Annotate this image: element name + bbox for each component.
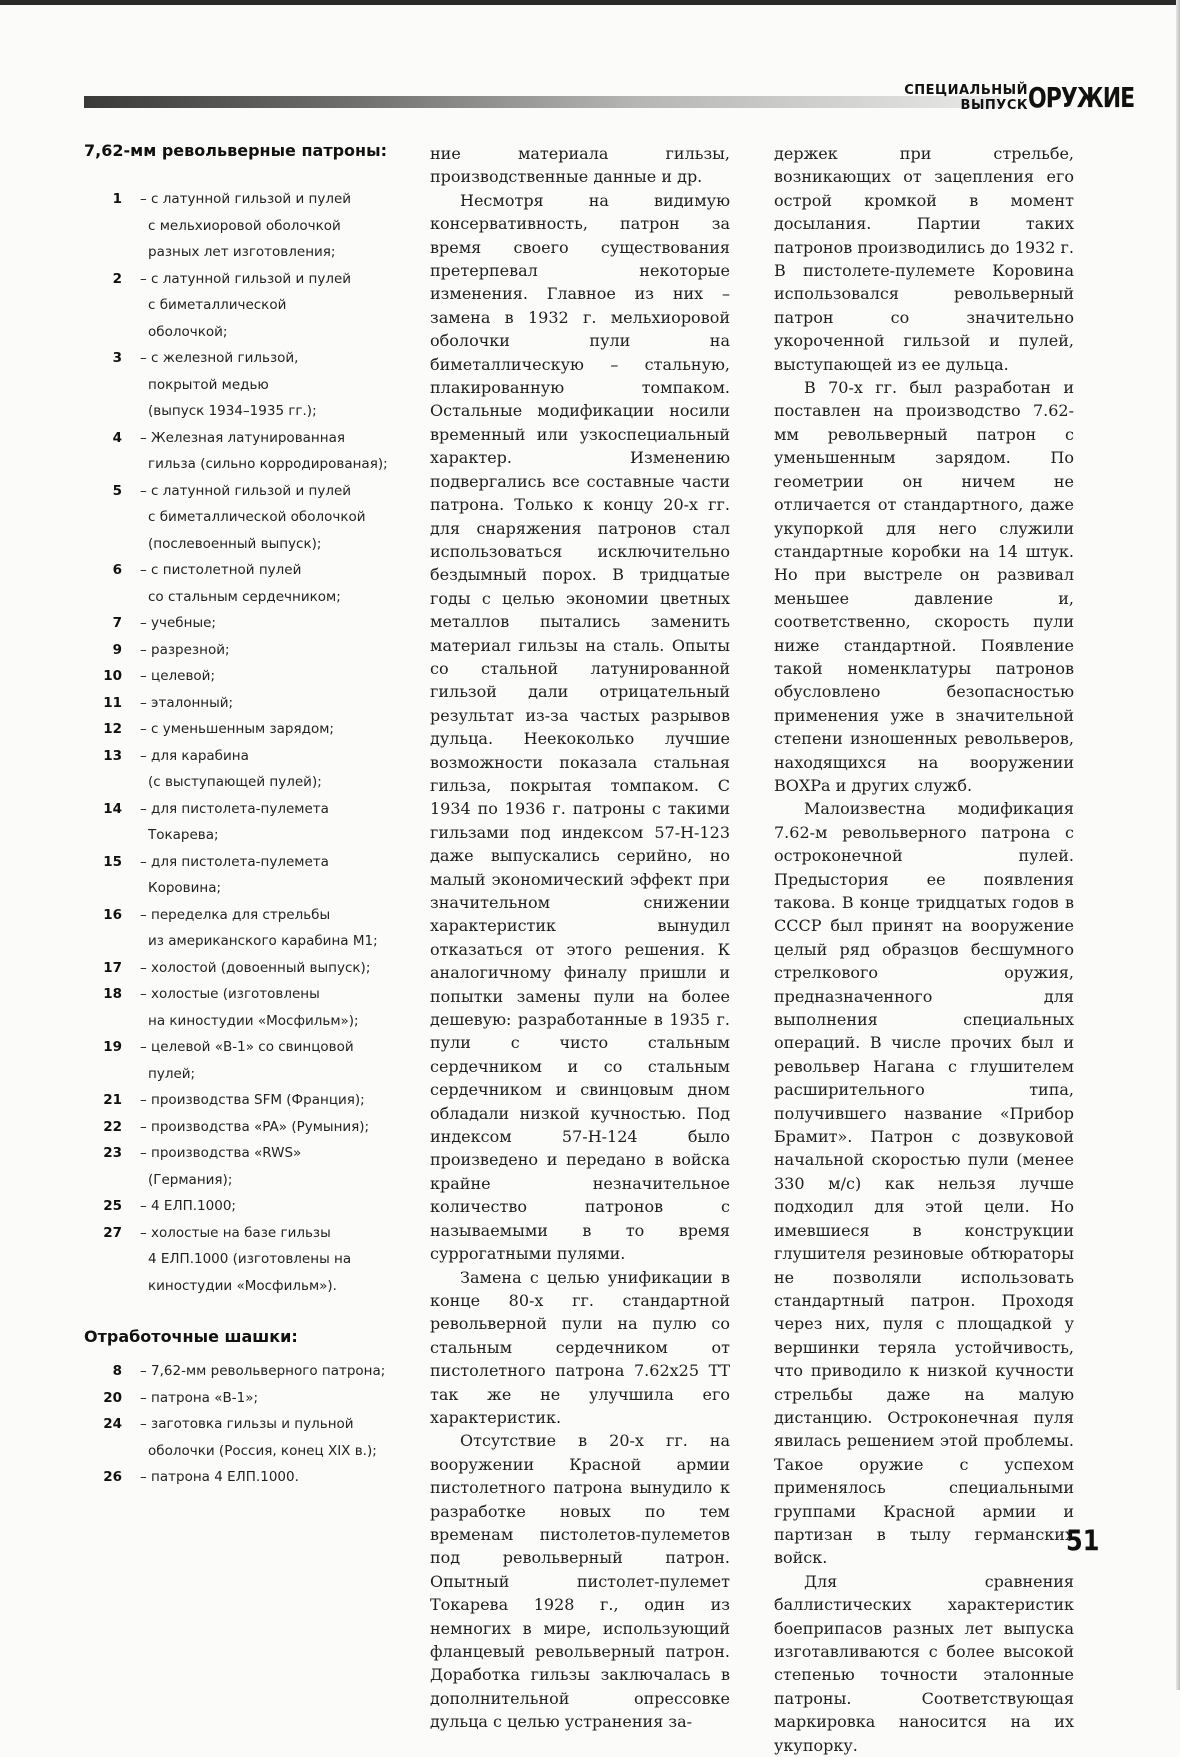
header-line-1: СПЕЦИАЛЬНЫЙ xyxy=(904,83,1028,98)
legend-item-number: 2 xyxy=(112,270,122,287)
legend-title-2: Отработочные шашки: xyxy=(84,1327,298,1346)
legend-item xyxy=(84,796,414,849)
legend-item-text: – производства SFM (Франция); xyxy=(140,1092,365,1108)
scan-top-edge xyxy=(0,0,1180,5)
legend-item xyxy=(84,1411,414,1464)
legend-item-text: с биметаллической xyxy=(148,297,287,313)
legend-item xyxy=(84,557,414,610)
legend-item-text: – с латунной гильзой и пулей xyxy=(140,482,352,499)
legend-item-text: – Железная латунированная xyxy=(140,429,345,446)
legend-item-text: Токарева; xyxy=(148,827,219,843)
legend-item-number: 20 xyxy=(103,1389,122,1406)
legend-item-text: – заготовка гильзы и пульной xyxy=(140,1416,354,1432)
legend-item-number: 9 xyxy=(112,641,122,658)
legend-list xyxy=(84,186,414,1299)
article-column-3 xyxy=(774,142,1074,1757)
legend-item xyxy=(84,1193,414,1220)
legend-item-text: (с выступающей пулей); xyxy=(148,774,322,790)
legend-item xyxy=(84,849,414,902)
legend-item-text: (послевоенный выпуск); xyxy=(148,535,322,552)
legend-item xyxy=(84,1114,414,1141)
legend-item-number: 3 xyxy=(112,350,122,366)
legend-item-number: 11 xyxy=(103,694,122,711)
legend-item-number: 5 xyxy=(112,482,122,499)
article-column-2 xyxy=(430,142,730,1734)
legend-item xyxy=(84,1464,414,1491)
legend-item-number: 15 xyxy=(103,853,122,870)
legend-item-text: – переделка для стрельбы xyxy=(140,906,331,923)
legend-item-number: 12 xyxy=(103,721,122,737)
legend-item xyxy=(84,345,414,425)
legend-item xyxy=(84,716,414,743)
legend-item-number: 18 xyxy=(103,986,122,1002)
legend-item xyxy=(84,610,414,637)
magazine-logo xyxy=(1028,82,1135,117)
legend-item-number: 19 xyxy=(103,1039,122,1055)
legend-item-number: 4 xyxy=(112,429,122,446)
legend-item-text: – разрезной; xyxy=(140,641,230,658)
legend-item xyxy=(84,478,414,558)
legend-item-number: 17 xyxy=(103,959,122,976)
legend-item-text: – эталонный; xyxy=(140,694,234,711)
legend-item-text: – производства «RWS» xyxy=(140,1145,302,1161)
legend-item-number: 10 xyxy=(103,668,122,684)
legend-item-text: – холостые на базе гильзы xyxy=(140,1224,331,1241)
legend-item-number: 1 xyxy=(112,191,122,207)
legend-item-number: 25 xyxy=(103,1198,122,1214)
legend-item xyxy=(84,1220,414,1300)
legend-item-text: – целевой «В-1» со свинцовой xyxy=(140,1039,354,1055)
legend-item-number: 21 xyxy=(103,1092,122,1108)
legend-item-text: – патрона «В-1»; xyxy=(140,1389,259,1406)
legend-item-text: – с латунной гильзой и пулей xyxy=(140,191,352,207)
legend-item-number: 24 xyxy=(103,1416,122,1432)
legend-item-text: оболочки (Россия, конец XIX в.); xyxy=(148,1442,377,1459)
legend-item xyxy=(84,743,414,796)
legend-list-2 xyxy=(84,1358,414,1491)
header-line-2: ВЫПУСК xyxy=(960,98,1028,113)
legend-item-text: – учебные; xyxy=(140,615,216,631)
paragraph: Несмотря на видимую консервативность, патрон за время своего существования претерпевал некоторые изменения. Главное из них – замена в 1932 г. мельхиоровой оболочки пули на биметаллическую – стальную, плакированную томпаком. Остальные модификации носили временный или узкоспециальный характер. Изменению подвергались все составные части патрона. Только к концу 20-х гг. для снаряжения патронов стал использоваться исключительно бездымный порох. В тридцатые годы с целью экономии цветных металлов пытались заменить материал гильзы на сталь. Опыты со стальной латунированной гильзой дали отрицательный результат из-за частых разрывов дульца. Неекоколько лучшие возможности показала стальная гильза, покрытая томпаком. С 1934 по 1936 г. патроны с такими гильзами под индексом 57-Н-123 даже выпускались серийно, но малый экономический эффект при значительном снижении характеристик вынудил отказаться от этого решения. К аналогичному финалу пришли и попытки замены пули на более дешевую: разработанные в 1935 г. пули с чисто стальным сердечником и со стальным сердечником и свинцовым дном обладали низкой кучностью. Под индексом 57-Н-124 было произведено и передано в войска крайне незначительное количество патронов с называемыми в то время суррогатными пулями. xyxy=(430,190,730,1264)
legend-item xyxy=(84,1034,414,1087)
legend-item-text: (Германия); xyxy=(148,1171,233,1188)
legend-item xyxy=(84,1385,414,1412)
legend-item-number: 16 xyxy=(103,906,122,923)
legend-item-text: – с латунной гильзой и пулей xyxy=(140,270,352,287)
legend-item-text: пулей; xyxy=(148,1065,196,1082)
paragraph: Малоизвестна модификация 7.62-м револьверного патрона с остроконечной пулей. Предыстория ее появления такова. В конце тридцатых годов в СССР был принят на вооружение целый ряд образцов бесшумного стрелкового оружия, предназначенного для выполнения специальных операций. В числе прочих был и револьвер Нагана с глушителем расширительного типа, получившего название «Прибор Брамит». Патрон с дозвуковой начальной скоростью пули (менее 330 м/с) как нельзя лучше подходил для этой цели. Но имевшиеся в конструкции глушителя резиновые обтюраторы не позволяли использовать стандартный патрон. Проходя через них, пуля с площадкой у вершинки теряла устойчивость, что приводило к низкой кучности стрельбы даже на малую дистанцию. Остроконечная пуля явилась решением этой проблемы. Такое оружие с успехом применялось специальными группами Красной армии и партизан в тылу германских войск. xyxy=(774,799,1074,1568)
legend-item-number: 6 xyxy=(112,562,122,578)
legend-item xyxy=(84,981,414,1034)
header-title xyxy=(904,83,1028,113)
legend-item xyxy=(84,1140,414,1193)
legend-item xyxy=(84,663,414,690)
header-gradient-bar xyxy=(84,96,1000,108)
legend-item-number: 23 xyxy=(103,1145,122,1161)
legend-title: 7,62-мм револьверные патроны: xyxy=(84,141,387,160)
legend-item-text: на киностудии «Мосфильм»); xyxy=(148,1012,359,1029)
scan-right-edge xyxy=(1176,0,1180,1690)
legend-item-text: гильза (сильно корродированая); xyxy=(148,456,388,472)
paragraph: В 70-х гг. был разработан и поставлен на производство 7.62-мм револьверный патрон с уменьшенным зарядом. По геометрии он ничем не отличается от стандартного, даже укупоркой для него служили стандартные коробки на 14 штук. Но при выстреле он развивал меньшее давление и, соответственно, скорость пули ниже стандартной. Появление такой номенклатуры патронов обусловлено безопасностью применения уже в значительной степени изношенных револьверов, находящихся на вооружении ВОХРа и других служб. xyxy=(774,378,1074,795)
legend-item-text: оболочкой; xyxy=(148,323,228,340)
legend-item-text: 4 ЕЛП.1000 (изготовлены на xyxy=(148,1251,352,1267)
legend-item-number: 8 xyxy=(112,1363,122,1379)
legend-item-text: – с пистолетной пулей xyxy=(140,562,302,578)
legend-item-text: – для пистолета-пулемета xyxy=(140,800,329,817)
legend-item-text: – 4 ЕЛП.1000; xyxy=(140,1198,236,1214)
legend-item xyxy=(84,955,414,982)
legend-item xyxy=(84,1358,414,1385)
cartridge-legend xyxy=(84,140,414,1491)
legend-item xyxy=(84,637,414,664)
legend-item xyxy=(84,902,414,955)
legend-item-text: – целевой; xyxy=(140,668,216,684)
legend-item-text: – производства «PA» (Румыния); xyxy=(140,1118,370,1135)
legend-item-number: 7 xyxy=(112,615,122,631)
legend-item-text: – 7,62-мм револьверного патрона; xyxy=(140,1363,386,1379)
legend-item-text: – для пистолета-пулемета xyxy=(140,853,329,870)
legend-item-text: покрытой медью xyxy=(148,376,269,393)
paragraph: Замена с целью унификации в конце 80-х гг. стандартной револьверной пули на пулю со стальным сердечником от пистолетного патрона 7.62х25 ТТ так же не улучшила его характеристик. xyxy=(430,1267,730,1427)
paragraph: ние материала гильзы, производственные данные и др. xyxy=(430,144,730,187)
legend-item-text: с биметаллической оболочкой xyxy=(148,509,366,525)
legend-item xyxy=(84,186,414,266)
legend-item xyxy=(84,425,414,478)
legend-item-number: 14 xyxy=(103,800,122,817)
page-number: 51 xyxy=(1066,1524,1100,1558)
legend-item-text: (выпуск 1934–1935 гг.); xyxy=(148,403,317,419)
legend-item-number: 26 xyxy=(103,1469,122,1485)
logo-text: ОРУЖИЕ xyxy=(1028,83,1135,115)
legend-item-number: 22 xyxy=(103,1118,122,1135)
legend-item-text: разных лет изготовления; xyxy=(148,244,336,260)
legend-item-text: – холостой (довоенный выпуск); xyxy=(140,959,371,976)
legend-item-text: киностудии «Мосфильм»). xyxy=(148,1277,337,1294)
legend-item-text: со стальным сердечником; xyxy=(148,588,341,605)
legend-item xyxy=(84,690,414,717)
legend-item-text: из американского карабина М1; xyxy=(148,933,378,949)
legend-item-text: Коровина; xyxy=(148,880,222,896)
legend-item xyxy=(84,266,414,346)
legend-item-text: – патрона 4 ЕЛП.1000. xyxy=(140,1469,299,1485)
legend-item-number: 27 xyxy=(103,1224,122,1241)
legend-item-text: – холостые (изготовлены xyxy=(140,986,320,1002)
legend-item xyxy=(84,1087,414,1114)
legend-item-number: 13 xyxy=(103,747,122,764)
legend-item-text: – с железной гильзой, xyxy=(140,350,299,366)
legend-item-text: – для карабина xyxy=(140,747,249,764)
legend-item-text: – с уменьшенным зарядом; xyxy=(140,721,334,737)
paragraph: Для сравнения баллистических характеристик боеприпасов разных лет выпуска изготавливаются с более высокой степенью точности эталонные патроны. Соответствующая маркировка наносится на их укупорку. xyxy=(774,1571,1074,1755)
paragraph: Отсутствие в 20-х гг. на вооружении Красной армии пистолетного патрона вынудило к разработке новых по тем временам пистолетов-пулеметов под револьверный патрон. Опытный пистолет-пулемет Токарева 1928 г., один из немногих в мире, использующий фланцевый револьверный патрон. Доработка гильзы заключалась в дополнительной опрессовке дульца с целью устранения за- xyxy=(430,1431,730,1732)
legend-item-text: с мельхиоровой оболочкой xyxy=(148,217,341,234)
paragraph: держек при стрельбе, возникающих от зацепления его острой кромкой в момент досылания. Партии таких патронов производились до 1932 г. В пистолете-пулемете Коровина использовался револьверный патрон со значительно укороченной гильзой и пулей, выступающей из ее дульца. xyxy=(774,144,1074,374)
